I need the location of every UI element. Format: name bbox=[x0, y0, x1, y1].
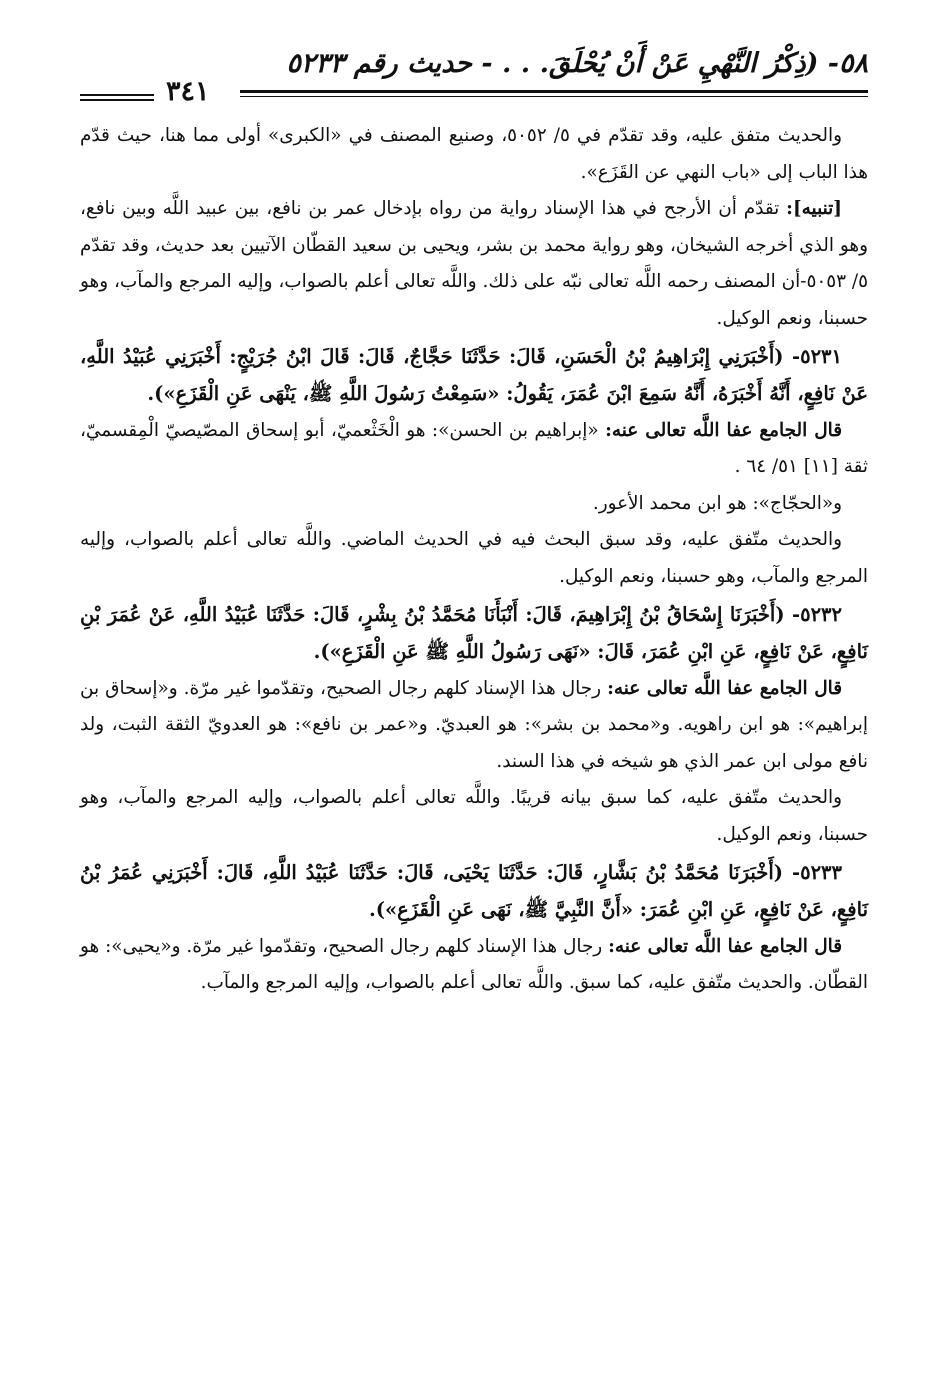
paragraph: والحديث متّفق عليه، وقد سبق البحث فيه في الحديث الماضي. واللَّه تعالى أعلم بالصواب، وإليه المرجع والمآب، وهو حسبنا، ونعم الوكيل. bbox=[80, 529, 868, 587]
paragraph: و«الحجّاج»: هو ابن محمد الأعور. bbox=[592, 492, 842, 514]
decorative-lines bbox=[80, 94, 154, 104]
paragraph: والحديث متّفق عليه، كما سبق بيانه قريبًا. واللَّه تعالى أعلم بالصواب، وإليه المرجع والمآب، وهو حسبنا، ونعم الوكيل. bbox=[80, 787, 868, 845]
hadith-5231 bbox=[80, 338, 868, 413]
running-title: ٥٨- (ذِكْرُ النَّهْيِ عَنْ أَنْ يُحْلَقَ. . . - حديث رقم ٥٢٣٣ bbox=[286, 48, 868, 79]
book-page bbox=[80, 48, 868, 1335]
paragraph-note: [تنبيه]: تقدّم أن الأرجح في هذا الإسناد رواية من رواه بإدخال عمر بن نافع، بين عبيد اللَّه وبين نافع، وهو الذي أخرجه الشيخان، وهو رواية محمد بن بشر، ويحيى بن سعيد القطّان الآتيين بعد حديث، وقد تقدّم ٥/ ٥٠٥٣-أن المصنف رحمه اللَّه تعالى نبّه على ذلك. واللَّه تعالى أعلم بالصواب، وإليه المرجع والمآب، وهو حسبنا، ونعم الوكيل. bbox=[80, 198, 868, 329]
commentary: قال الجامع عفا اللَّه تعالى عنه: رجال هذا الإسناد كلهم رجال الصحيح، وتقدّموا غير مرّة. و«يحيى»: هو القطّان. والحديث متّفق عليه، كما سبق. واللَّه تعالى أعلم بالصواب، وإليه المرجع والمآب. bbox=[80, 935, 868, 994]
page-body bbox=[80, 118, 868, 1002]
hadith-5232 bbox=[80, 596, 868, 671]
hadith-text: (أَخْبَرَنَا مُحَمَّدُ بْنُ بَشَّارٍ، قَالَ: حَدَّثَنَا يَحْيَى، قَالَ: حَدَّثَنَا عُبَيْدُ اللَّهِ، قَالَ: أَخْبَرَنِي عُمَرُ بْنُ نَافِعٍ، عَنْ نَافِعٍ، عَنِ ابْنِ عُمَرَ: «أَنَّ النَّبِيَّ ﷺ، نَهَى عَنِ الْقَزَعِ»). bbox=[80, 860, 868, 921]
hadith-text: (أَخْبَرَنَا إِسْحَاقُ بْنُ إِبْرَاهِيمَ، قَالَ: أَنْبَأَنَا مُحَمَّدُ بْنُ بِشْرٍ، قَالَ: حَدَّثَنَا عُبَيْدُ اللَّهِ، عَنْ عُمَرَ بْنِ نَافِعٍ، عَنْ نَافِعٍ، عَنِ ابْنِ عُمَرَ، قَالَ: «نَهَى رَسُولُ اللَّهِ ﷺ عَنِ الْقَزَعِ»). bbox=[80, 602, 868, 664]
hadith-text: (أَخْبَرَنِي إِبْرَاهِيمُ بْنُ الْحَسَنِ، قَالَ: حَدَّثَنَا حَجَّاجٌ، قَالَ: قَالَ ابْنُ جُرَيْجٍ: أَخْبَرَنِي عُبَيْدُ اللَّهِ، عَنْ نَافِعٍ، أَنَّهُ أَخْبَرَهُ، أَنَّهُ سَمِعَ ابْنَ عُمَرَ، يَقُولُ: «سَمِعْتُ رَسُولَ اللَّهِ ﷺ، يَنْهَى عَنِ الْقَزَعِ»). bbox=[80, 344, 868, 406]
commentary: قال الجامع عفا اللَّه تعالى عنه: «إبراهيم بن الحسن»: هو الْخَثْعميّ، أبو إسحاق المصّيصيّ الْمِقسميّ، ثقة [١١] ٥١/ ٦٤ . bbox=[80, 419, 868, 478]
hadith-5233 bbox=[80, 854, 868, 929]
commentary-lead: قال الجامع عفا اللَّه تعالى عنه: bbox=[608, 935, 842, 957]
paragraph: والحديث متفق عليه، وقد تقدّم في ٥/ ٥٠٥٢، وصنيع المصنف في «الكبرى» أولى مما هنا، حيث قدّم هذا الباب إلى «باب النهي عن القَزَع». bbox=[80, 125, 868, 183]
commentary: قال الجامع عفا اللَّه تعالى عنه: رجال هذا الإسناد كلهم رجال الصحيح، وتقدّموا غير مرّة. و«إسحاق بن إبراهيم»: هو ابن راهويه. و«محمد بن بشر»: هو العبديّ. و«عمر بن نافع»: هو العدويّ الثقة الثبت، ولد نافع مولى ابن عمر الذي هو شيخه في هذا السند. bbox=[80, 677, 868, 772]
commentary-lead: قال الجامع عفا اللَّه تعالى عنه: bbox=[605, 419, 842, 441]
commentary-lead: قال الجامع عفا اللَّه تعالى عنه: bbox=[607, 677, 843, 699]
note-lead: [تنبيه]: bbox=[786, 198, 842, 220]
hadith-number: ٥٢٣٢- bbox=[784, 602, 842, 626]
page-header bbox=[80, 48, 868, 108]
hadith-number: ٥٢٣٣- bbox=[783, 860, 842, 884]
page-number: ٣٤١ bbox=[158, 76, 218, 107]
hadith-number: ٥٢٣١- bbox=[783, 344, 842, 368]
